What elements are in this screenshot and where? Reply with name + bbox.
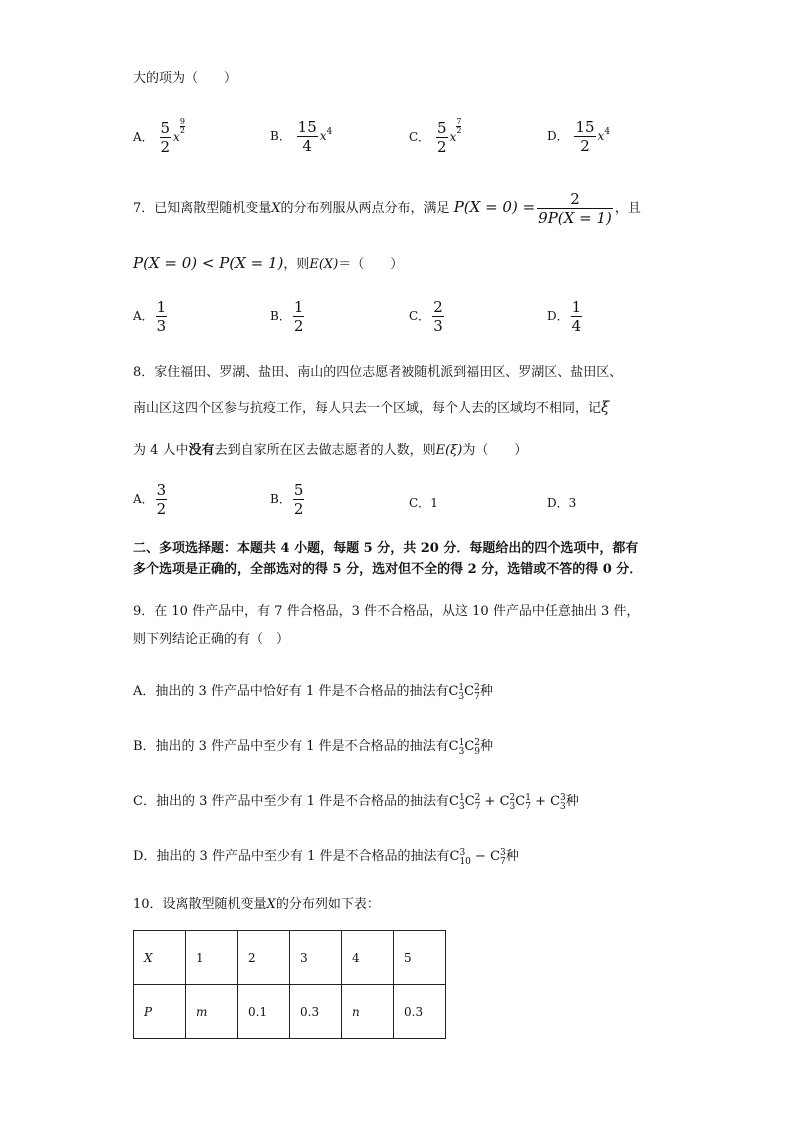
frac-den: 2 xyxy=(293,317,304,335)
q6-option-b xyxy=(270,118,332,155)
combination-expr: C 1 3 C 2 7 xyxy=(448,683,480,702)
var-x: x xyxy=(319,129,327,143)
combination-expr: C 3 10 − C 3 7 xyxy=(449,848,506,867)
section2-heading-line2: 多个选项是正确的，全部选对的得 5 分，选对但不全的得 2 分，选错或不答的得 0 分． xyxy=(133,562,643,577)
frac-num: 3 xyxy=(156,481,167,499)
q7-option-a xyxy=(133,298,169,335)
option-value: 1 xyxy=(430,496,438,510)
q6-tail-text: 大的项为（ ） xyxy=(133,71,238,86)
frac-den: 3 xyxy=(156,317,167,335)
exponent: 4 xyxy=(604,127,611,137)
exp-num: 7 xyxy=(456,117,462,126)
table-row xyxy=(134,931,446,985)
frac-num: 15 xyxy=(575,118,595,136)
q6-option-d xyxy=(547,118,610,155)
q7-stem-line1 xyxy=(133,190,641,227)
table-cell: 5 xyxy=(394,931,446,985)
frac-num: 2 xyxy=(433,298,443,316)
q7-stem-line2 xyxy=(133,253,403,272)
frac-num: 15 xyxy=(297,118,317,136)
option-label: B． xyxy=(270,309,291,323)
option-label: C． xyxy=(409,496,431,510)
inequality: P(X = 0) < P(X = 1) xyxy=(133,254,284,272)
frac-num: 1 xyxy=(156,298,167,316)
option-text: D．抽出的 3 件产品中至少有 1 件是不合格品的抽法有 xyxy=(133,849,450,864)
option-label: A． xyxy=(133,130,154,144)
q9-option-d xyxy=(133,845,519,867)
exponent: 4 xyxy=(326,127,333,137)
option-label: A． xyxy=(133,309,154,323)
exp-den: 2 xyxy=(179,126,185,135)
option-suffix: 种 xyxy=(505,849,519,864)
combination-expr: C 1 3 C 2 7 + C 2 3 C 1 7 + C 3 3 xyxy=(449,793,566,812)
option-label: D． xyxy=(547,309,569,323)
frac-num: 2 xyxy=(537,190,613,209)
option-label: C． xyxy=(409,130,431,144)
q9-line2: 则下列结论正确的有（ ） xyxy=(133,632,290,647)
q8-option-c xyxy=(409,494,438,511)
var-x: x xyxy=(449,130,457,144)
frac-den: 4 xyxy=(302,137,312,155)
q7-text-d: ，则 xyxy=(283,257,310,272)
table-cell: 3 xyxy=(290,931,342,985)
q8-option-a xyxy=(133,481,169,518)
q8-line2-text: 南山区这四个区参与抗疫工作，每人只去一个区域，每个人去的区域均不相同，记 xyxy=(133,401,602,416)
frac-num: 5 xyxy=(437,119,447,137)
var-X: X xyxy=(266,897,276,912)
q8-line3-b: 去到自家所在区去做志愿者的人数，则 xyxy=(214,443,436,458)
var-x: x xyxy=(173,130,180,144)
frac-den: 2 xyxy=(580,137,590,155)
q7-option-c xyxy=(409,298,446,335)
q6-option-c xyxy=(409,118,461,156)
q8-line3 xyxy=(133,439,527,458)
q8-line3-c: 为（ ） xyxy=(462,443,528,458)
option-label: D． xyxy=(547,496,569,510)
option-label: D． xyxy=(547,129,569,143)
q9-option-a xyxy=(133,680,493,702)
q8-line1: 8．家住福田、罗湖、盐田、南山的四位志愿者被随机派到福田区、罗湖区、盐田区、 xyxy=(133,365,623,380)
option-text: A．抽出的 3 件产品中恰好有 1 件是不合格品的抽法有 xyxy=(133,684,449,699)
section2-heading-line1: 二、多项选择题：本题共 4 小题，每题 5 分，共 20 分．每题给出的四个选项中，都有 xyxy=(133,541,639,556)
q7-text-a: 7．已知离散型随机变量 xyxy=(133,201,272,216)
table-cell: m xyxy=(186,985,238,1039)
q7-text-e: ＝（ ） xyxy=(338,257,404,272)
q7-option-d xyxy=(547,298,584,335)
table-cell: 1 xyxy=(186,931,238,985)
table-cell: 4 xyxy=(342,931,394,985)
expectation: E(X) xyxy=(309,257,339,272)
q8-line2 xyxy=(133,397,609,416)
frac-num: 1 xyxy=(293,298,304,316)
condition-lhs: P(X = 0) = xyxy=(453,198,536,216)
table-cell: X xyxy=(134,931,186,985)
var-xi: ξ xyxy=(601,398,610,416)
q8-emphasis: 没有 xyxy=(188,443,215,458)
exp-den: 2 xyxy=(456,126,462,135)
frac-num: 1 xyxy=(571,298,582,316)
var-x: x xyxy=(597,129,605,143)
option-text: B．抽出的 3 件产品中至少有 1 件是不合格品的抽法有 xyxy=(133,739,449,754)
frac-den: 4 xyxy=(571,317,582,335)
q9-line1: 9．在 10 件产品中，有 7 件合格品，3 件不合格品，从这 10 件产品中任意抽出 3 件， xyxy=(133,604,640,619)
q7-text-b: 的分布列服从两点分布，满足 xyxy=(280,201,450,216)
frac-num: 5 xyxy=(160,119,171,137)
table-cell: 2 xyxy=(238,931,290,985)
q8-line3-a: 为 4 人中 xyxy=(133,443,189,458)
option-suffix: 种 xyxy=(479,684,493,699)
q8-option-d xyxy=(547,494,576,511)
table-row xyxy=(134,985,446,1039)
table-cell: 0.3 xyxy=(394,985,446,1039)
q7-option-b xyxy=(270,298,306,335)
frac-num: 5 xyxy=(293,481,304,499)
option-text: C．抽出的 3 件产品中至少有 1 件是不合格品的抽法有 xyxy=(133,794,450,809)
option-suffix: 种 xyxy=(565,794,579,809)
frac-den: 2 xyxy=(293,500,304,518)
q10-text-b: 的分布列如下表： xyxy=(275,897,380,912)
option-label: A． xyxy=(133,492,154,506)
table-cell: 0.1 xyxy=(238,985,290,1039)
q8-option-b xyxy=(270,481,306,518)
option-label: C． xyxy=(409,309,431,323)
frac-den: 3 xyxy=(433,317,443,335)
q9-option-b xyxy=(133,735,493,757)
q7-text-c: ，且 xyxy=(614,201,641,216)
option-label: B． xyxy=(270,129,291,143)
frac-den: 2 xyxy=(437,138,447,156)
distribution-table xyxy=(133,930,446,1039)
q10-text-a: 10．设离散型随机变量 xyxy=(133,897,267,912)
table-cell: 0.3 xyxy=(290,985,342,1039)
expectation: E(ξ) xyxy=(435,443,463,458)
frac-den: 9P(X = 1) xyxy=(538,209,612,227)
table-cell: P xyxy=(134,985,186,1039)
combination-expr: C 1 3 C 2 9 xyxy=(448,738,480,757)
exp-num: 9 xyxy=(179,117,185,126)
q9-option-c xyxy=(133,790,579,812)
option-suffix: 种 xyxy=(480,739,494,754)
q6-option-a xyxy=(133,118,185,156)
option-value: 3 xyxy=(568,496,577,510)
option-label: B． xyxy=(270,492,291,506)
table-cell: n xyxy=(342,985,394,1039)
var-X: X xyxy=(271,201,281,216)
q10-stem xyxy=(133,893,380,912)
frac-den: 2 xyxy=(156,500,167,518)
frac-den: 2 xyxy=(160,138,171,156)
